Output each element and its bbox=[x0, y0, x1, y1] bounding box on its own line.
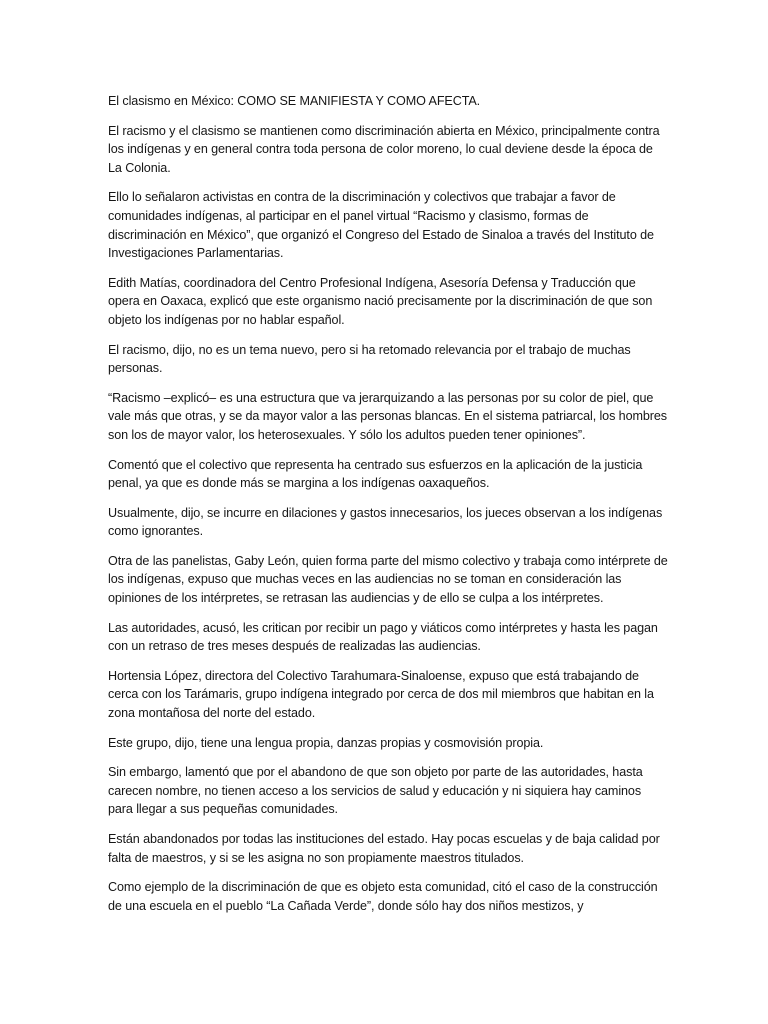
paragraph: Están abandonados por todas las instituciones del estado. Hay pocas escuelas y de baja calidad por falta de maestros, y si se les asigna no son propiamente maestros titulados. bbox=[108, 832, 660, 865]
paragraph: El racismo, dijo, no es un tema nuevo, pero si ha retomado relevancia por el trabajo de muchas personas. bbox=[108, 342, 631, 376]
paragraph: Usualmente, dijo, se incurre en dilaciones y gastos innecesarios, los jueces observan a los indígenas como ignorantes. bbox=[108, 505, 663, 539]
paragraph: Como ejemplo de la discriminación de que es objeto esta comunidad, citó el caso de la construcción de una escuela en el pueblo “La Cañada Verde”, donde sólo hay dos niños mestizos, y bbox=[108, 880, 658, 913]
paragraph: Hortensia López, directora del Colectivo Tarahumara-Sinaloense, expuso que está trabajando de cerca con los Tarámaris, grupo indígena integrado por cerca de dos mil miembros que habitan en la zona montañosa del norte del estado. bbox=[108, 668, 654, 721]
paragraph: Este grupo, dijo, tiene una lengua propia, danzas propias y cosmovisión propia. bbox=[108, 735, 544, 750]
paragraph: Las autoridades, acusó, les critican por recibir un pago y viáticos como intérpretes y hasta les pagan con un retraso de tres meses después de realizadas las audiencias. bbox=[108, 620, 658, 654]
document-title: El clasismo en México: COMO SE MANIFIESTA Y COMO AFECTA. bbox=[108, 94, 481, 108]
paragraph: Ello lo señalaron activistas en contra de la discriminación y colectivos que trabajar a favor de comunidades indígenas, al participar en el panel virtual “Racismo y clasismo, formas de discriminación en México”, que organizó el Congreso del Estado de Sinaloa a través del Instituto de Investigaciones Parlamentarias. bbox=[108, 190, 654, 261]
document-body bbox=[108, 92, 668, 926]
paragraph: Edith Matías, coordinadora del Centro Profesional Indígena, Asesoría Defensa y Traducción que opera en Oaxaca, explicó que este organismo nació precisamente por la discriminación de que son objeto los indígenas por no hablar español. bbox=[108, 275, 653, 327]
paragraph: El racismo y el clasismo se mantienen como discriminación abierta en México, principalmente contra los indígenas y en general contra toda persona de color moreno, lo cual deviene desde la época de La Colonia. bbox=[108, 123, 660, 175]
paragraph: Sin embargo, lamentó que por el abandono de que son objeto por parte de las autoridades, hasta carecen nombre, no tienen acceso a los servicios de salud y educación y ni siquiera hay caminos para llegar a sus pequeñas comunidades. bbox=[108, 765, 643, 817]
paragraph: “Racismo –explicó– es una estructura que va jerarquizando a las personas por su color de piel, que vale más que otras, y se da mayor valor a las personas blancas. En el sistema patriarcal, los hombres son los de mayor valor, los heterosexuales. Y sólo los adultos pueden tener opiniones”. bbox=[108, 390, 667, 442]
paragraph: Otra de las panelistas, Gaby León, quien forma parte del mismo colectivo y trabaja como intérprete de los indígenas, expuso que muchas veces en las audiencias no se toman en consideración las opiniones de los intérpretes, se retrasan las audiencias y de ello se culpa a los intérpretes. bbox=[108, 553, 668, 606]
paragraph: Comentó que el colectivo que representa ha centrado sus esfuerzos en la aplicación de la justicia penal, ya que es donde más se margina a los indígenas oaxaqueños. bbox=[108, 457, 643, 491]
